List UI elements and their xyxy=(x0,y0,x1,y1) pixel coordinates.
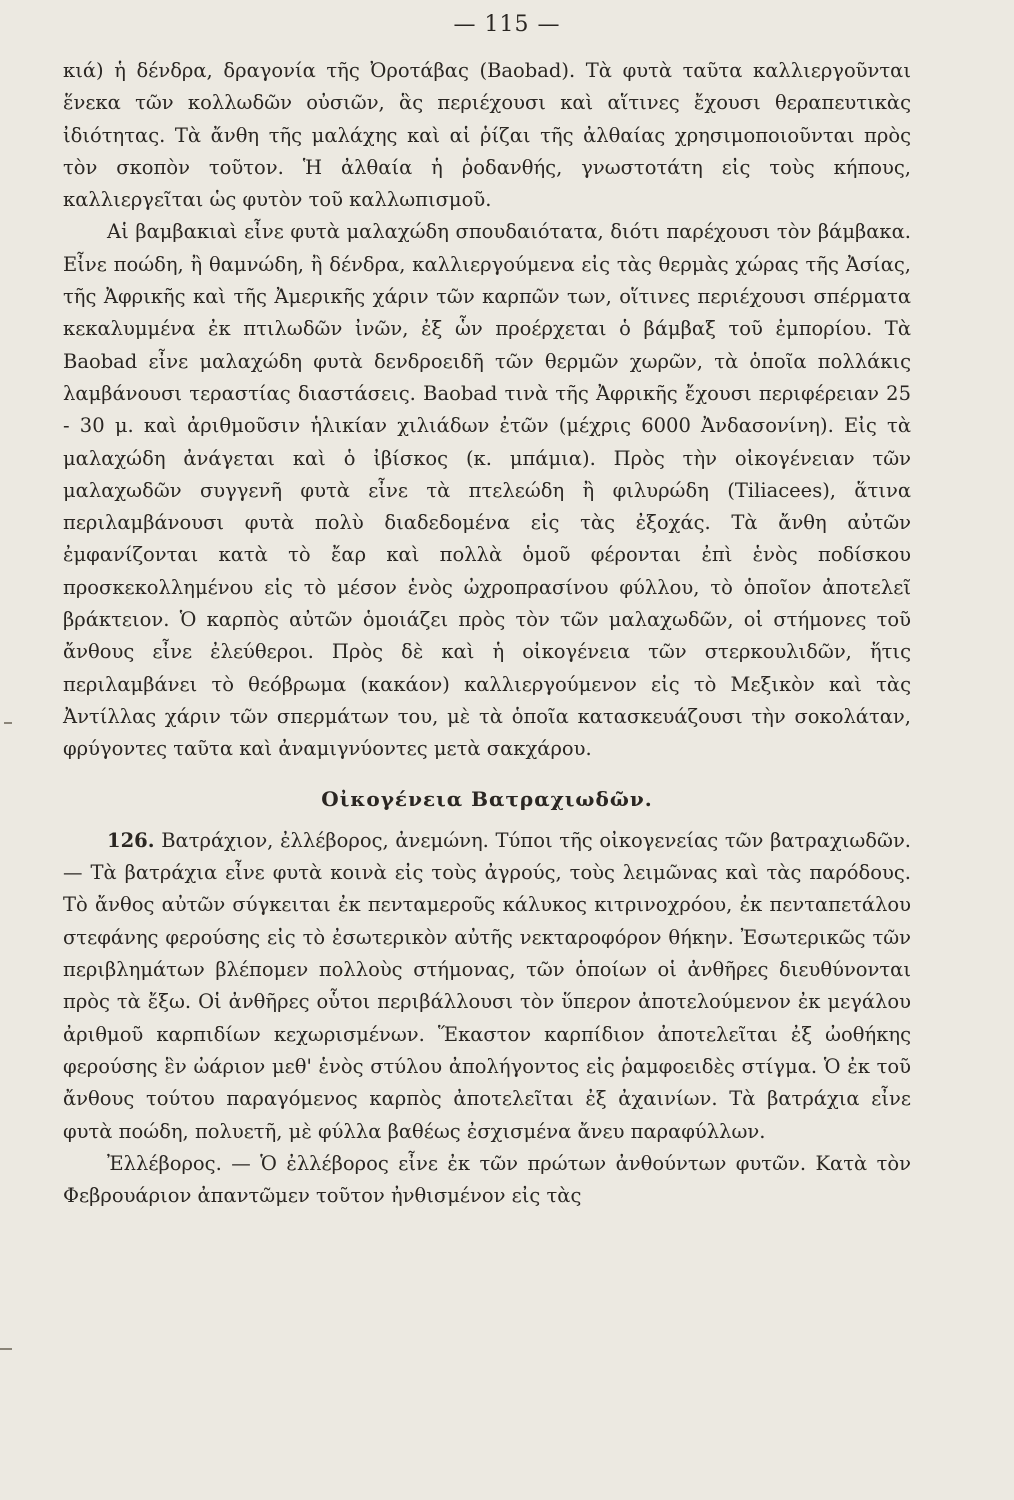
paragraph xyxy=(63,825,911,1148)
paragraph-text: Βατράχιον, ἐλλέβορος, ἀνεμώνη. Τύποι τῆς οἰκογενείας τῶν βατραχιωδῶν.— Τὰ βατράχια εἶνε φυτὰ κοινὰ εἰς τοὺς ἀγρούς, τοὺς λειμῶνας καὶ τὰς παρόδους. Τὸ ἄνθος αὐτῶν σύγκειται ἐκ πενταμεροῦς κάλυκος κιτρινοχρόου, ἐκ πενταπετάλου στεφάνης φερούσης εἰς τὸ ἐσωτερικὸν αὐτῆς νεκταροφόρον θήκην. Ἐσωτερικῶς τῶν περιβλημάτων βλέπομεν πολλοὺς στήμονας, τῶν ὁποίων οἱ ἀνθῆρες διευθύνονται πρὸς τὰ ἔξω. Οἱ ἀνθῆρες οὗτοι περιβάλλουσι τὸν ὕπερον ἀποτελούμενον ἐκ μεγάλου ἀριθμοῦ καρπιδίων κεχωρισμένων. Ἕκαστον καρπίδιον ἀποτελεῖται ἐξ ὠοθήκης φερούσης ἓν ὠάριον μεθ' ἑνὸς στύλου ἀπολήγοντος εἰς ῥαμφοειδὲς στίγμα. Ὁ ἐκ τοῦ ἄνθους τούτου παραγόμενος καρπὸς ἀποτελεῖται ἐξ ἀχαινίων. Τὰ βατράχια εἶνε φυτὰ ποώδη, πολυετῆ, μὲ φύλλα βαθέως ἐσχισμένα ἄνευ παραφύλλων. xyxy=(63,828,911,1143)
margin-mark xyxy=(4,722,12,724)
section-heading: Οἰκογένεια Βατραχιωδῶν. xyxy=(321,786,653,811)
paragraph: Ἐλλέβορος. — Ὁ ἐλλέβορος εἶνε ἐκ τῶν πρώτων ἀνθούντων φυτῶν. Κατὰ τὸν Φεβρουάριον ἀπαντῶμεν τοῦτον ἠνθισμένον εἰς τὰς xyxy=(63,1151,911,1208)
section-number: 126. xyxy=(107,828,155,852)
page-number: — 115 — xyxy=(453,12,561,37)
paragraph: Αἱ βαμβακιαὶ εἶνε φυτὰ μαλαχώδη σπουδαιότατα, διότι παρέχουσι τὸν βάμβακα. Εἶνε ποώδη, ἢ θαμνώδη, ἢ δένδρα, καλλιεργούμενα εἰς τὰς θερμὰς χώρας τῆς Ἀσίας, τῆς Ἀφρικῆς καὶ τῆς Ἀμερικῆς χάριν τῶν καρπῶν των, οἵτινες περιέχουσι σπέρματα κεκαλυμμένα ἐκ πτιλωδῶν ἰνῶν, ἐξ ὧν προέρχεται ὁ βάμβαξ τοῦ ἐμπορίου. Τὰ Baobad εἶνε μαλαχώδη φυτὰ δενδροειδῆ τῶν θερμῶν χωρῶν, τὰ ὁποῖα πολλάκις λαμβάνουσι τεραστίας διαστάσεις. Baobad τινὰ τῆς Ἀφρικῆς ἔχουσι περιφέρειαν 25 - 30 μ. καὶ ἀριθμοῦσιν ἡλικίαν χιλιάδων ἐτῶν (μέχρις 6000 Ἀνδασονίνη). Εἰς τὰ μαλαχώδη ἀνάγεται καὶ ὁ ἰβίσκος (κ. μπάμια). Πρὸς τὴν οἰκογένειαν τῶν μαλαχωδῶν συγγενῆ φυτὰ εἶνε τὰ πτελεώδη ἢ φιλυρώδη (Tiliacees), ἅτινα περιλαμβάνουσι φυτὰ πολὺ διαδεδομένα εἰς τὰς ἐξοχάς. Τὰ ἄνθη αὐτῶν ἐμφανίζονται κατὰ τὸ ἔαρ καὶ πολλὰ ὁμοῦ φέρονται ἐπὶ ἑνὸς ποδίσκου προσκεκολλημένου εἰς τὸ μέσον ἑνὸς ὠχροπρασίνου φύλλου, τὸ ὁποῖον ἀποτελεῖ βράκτειον. Ὁ καρπὸς αὐτῶν ὁμοιάζει πρὸς τὸν τῶν μαλαχωδῶν, οἱ στήμονες τοῦ ἄνθους εἶνε ἐλεύθεροι. Πρὸς δὲ καὶ ἡ οἰκογένεια τῶν στερκουλιδῶν, ἥτις περιλαμβάνει τὸ θεόβρωμα (κακάον) καλλιεργούμενον εἰς τὸ Μεξικὸν καὶ τὰς Ἀντίλλας χάριν τῶν σπερμάτων του, μὲ τὰ ὁποῖα κατασκευάζουσι τὴν σοκολάταν, φρύγοντες ταῦτα καὶ ἀναμιγνύοντες μετὰ σακχάρου. xyxy=(63,220,911,761)
paragraph: κιά) ἡ δένδρα, δραγονία τῆς Ὀροτάβας (Baobad). Τὰ φυτὰ ταῦτα καλλιεργοῦνται ἕνεκα τῶν κολλωδῶν οὐσιῶν, ἃς περιέχουσι καὶ αἵτινες ἔχουσι θεραπευτικὰς ἰδιότητας. Τὰ ἄνθη τῆς μαλάχης καὶ αἱ ῥίζαι τῆς ἀλθαίας χρησιμοποιοῦνται πρὸς τὸν σκοπὸν τοῦτον. Ἡ ἀλθαία ἡ ῥοδανθής, γνωστοτάτη εἰς τοὺς κήπους, καλλιεργεῖται ὡς φυτὸν τοῦ καλλωπισμοῦ. xyxy=(63,59,911,212)
page-text xyxy=(63,55,911,1212)
margin-mark xyxy=(0,1348,12,1350)
